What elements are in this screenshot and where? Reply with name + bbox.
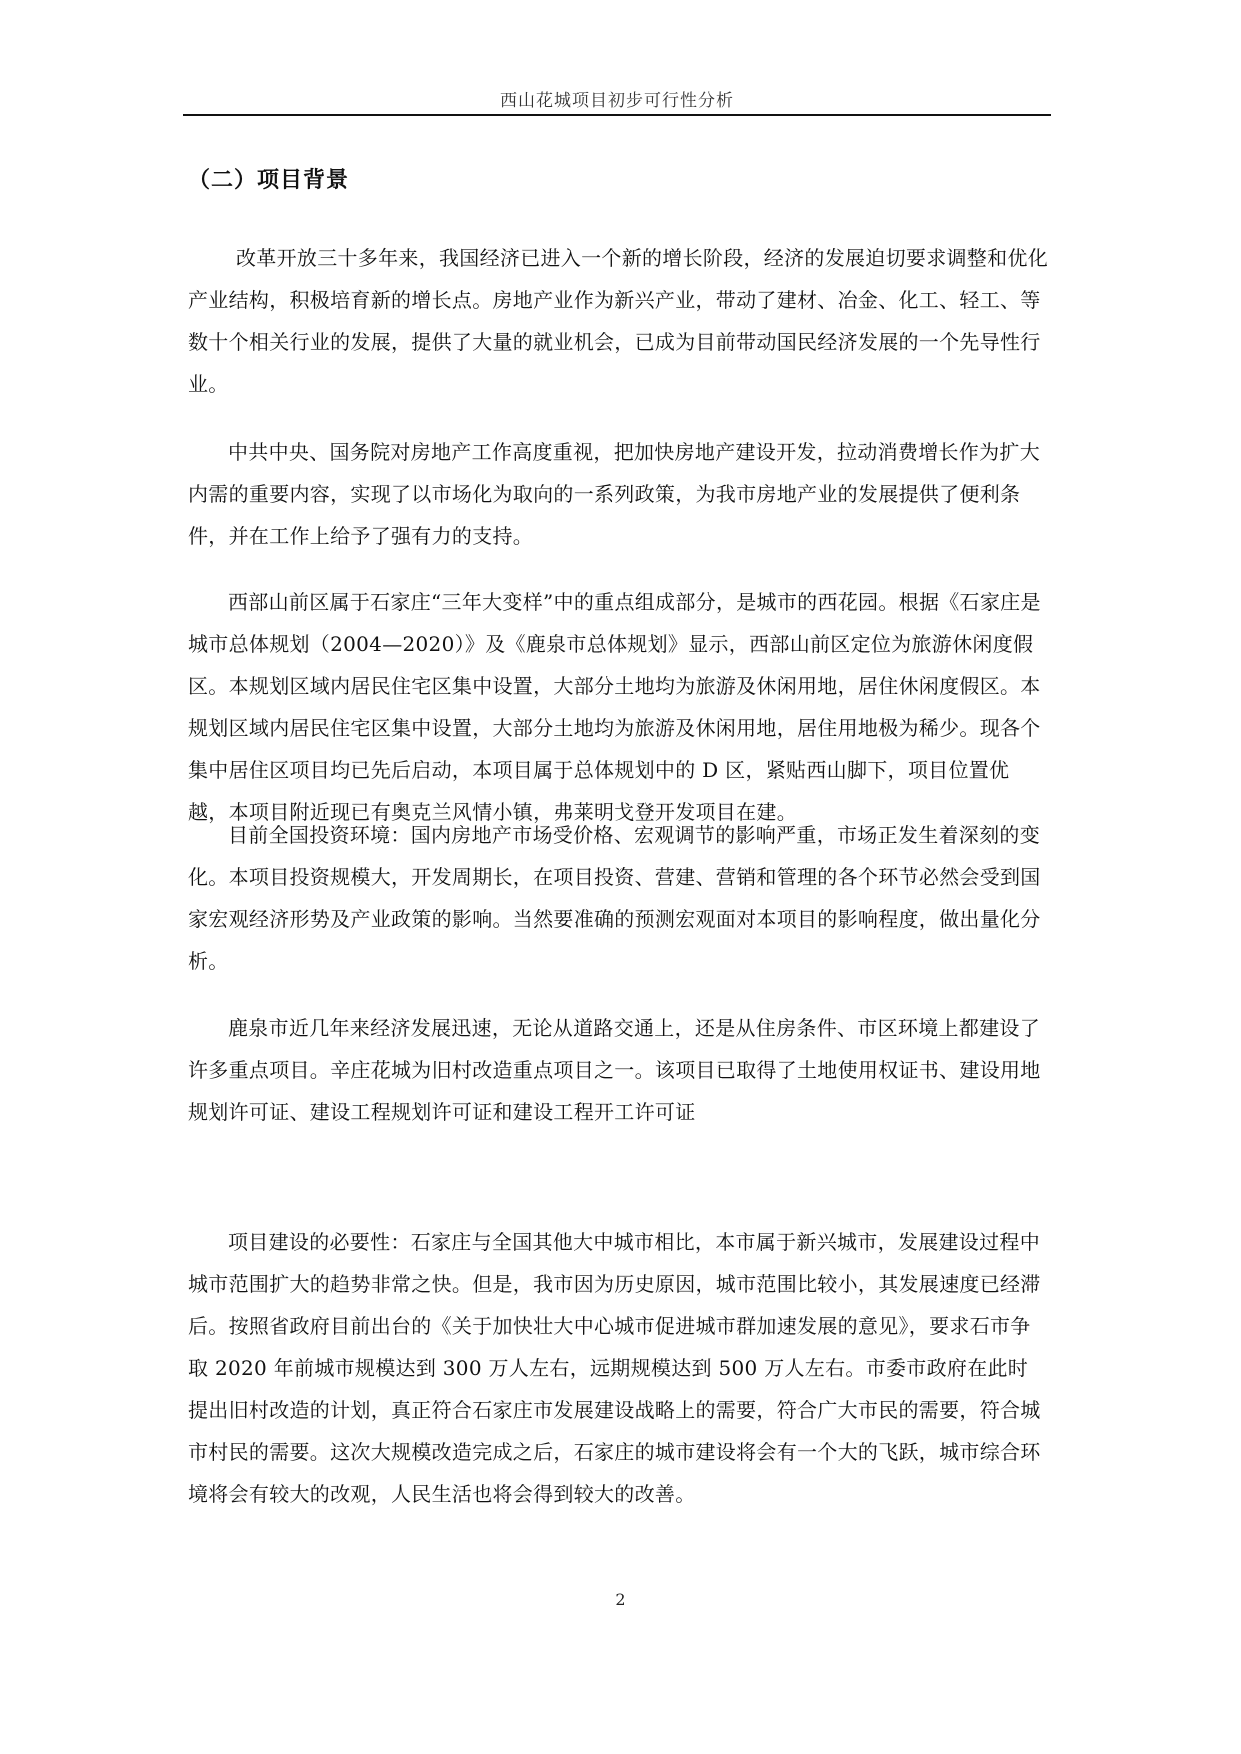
section-heading: （二）项目背景 (188, 168, 350, 193)
paragraph-luquan-development: 鹿泉市近几年来经济发展迅速，无论从道路交通上，还是从住房条件、市区环境上都建设了许多重点项目。辛庄花城为旧村改造重点项目之一。该项目已取得了土地使用权证书、建设用地规划许可证、建设工程规划许可证和建设工程开工许可证 (188, 1016, 1041, 1124)
paragraph-investment-environment: 目前全国投资环境：国内房地产市场受价格、宏观调节的影响严重，市场正发生着深刻的变化。本项目投资规模大，开发周期长，在项目投资、营建、营销和管理的各个环节必然会受到国家宏观经济形势及产业政策的影响。当然要准确的预测宏观面对本项目的影响程度，做出量化分析。 (188, 823, 1041, 973)
paragraph-policy: 中共中央、国务院对房地产工作高度重视，把加快房地产建设开发，拉动消费增长作为扩大内需的重要内容，实现了以市场化为取向的一系列政策，为我市房地产业的发展提供了便利条件，并在工作上给予了强有力的支持。 (188, 440, 1040, 548)
page-number: 2 (615, 1590, 626, 1609)
header-rule (183, 114, 1051, 116)
paragraph-west-mountain-area: 西部山前区属于石家庄“三年大变样”中的重点组成部分，是城市的西花园。根据《石家庄是城市总体规划（2004—2020）》及《鹿泉市总体规划》显示，西部山前区定位为旅游休闲度假区。本规划区域内居民住宅区集中设置，大部分土地均为旅游及休闲用地，居住休闲度假区。本规划区域内居民住宅区集中设置，大部分土地均为旅游及休闲用地，居住用地极为稀少。现各个集中居住区项目均已先后启动，本项目属于总体规划中的 D 区，紧贴西山脚下，项目位置优越，本项目附近现已有奥克兰风情小镇，弗莱明戈登开发项目在建。 (188, 590, 1041, 824)
paragraph-project-necessity: 项目建设的必要性：石家庄与全国其他大中城市相比，本市属于新兴城市，发展建设过程中城市范围扩大的趋势非常之快。但是，我市因为历史原因，城市范围比较小，其发展速度已经滞后。按照省政府目前出台的《关于加快壮大中心城市促进城市群加速发展的意见》，要求石市争取 2020 年前城市规模达到 300 万人左右，远期规模达到 500 万人左右。市委市政府在此时提出旧村改造的计划，真正符合石家庄市发展建设战略上的需要，符合广大市民的需要，符合城市村民的需要。这次大规模改造完成之后，石家庄的城市建设将会有一个大的飞跃，城市综合环境将会有较大的改观，人民生活也将会得到较大的改善。 (188, 1230, 1041, 1506)
paragraph-reform: 改革开放三十多年来，我国经济已进入一个新的增长阶段，经济的发展迫切要求调整和优化产业结构，积极培育新的增长点。房地产业作为新兴产业，带动了建材、冶金、化工、轻工、等数十个相关行业的发展，提供了大量的就业机会，已成为目前带动国民经济发展的一个先导性行业。 (188, 246, 1048, 396)
running-header-title: 西山花城项目初步可行性分析 (500, 91, 734, 111)
